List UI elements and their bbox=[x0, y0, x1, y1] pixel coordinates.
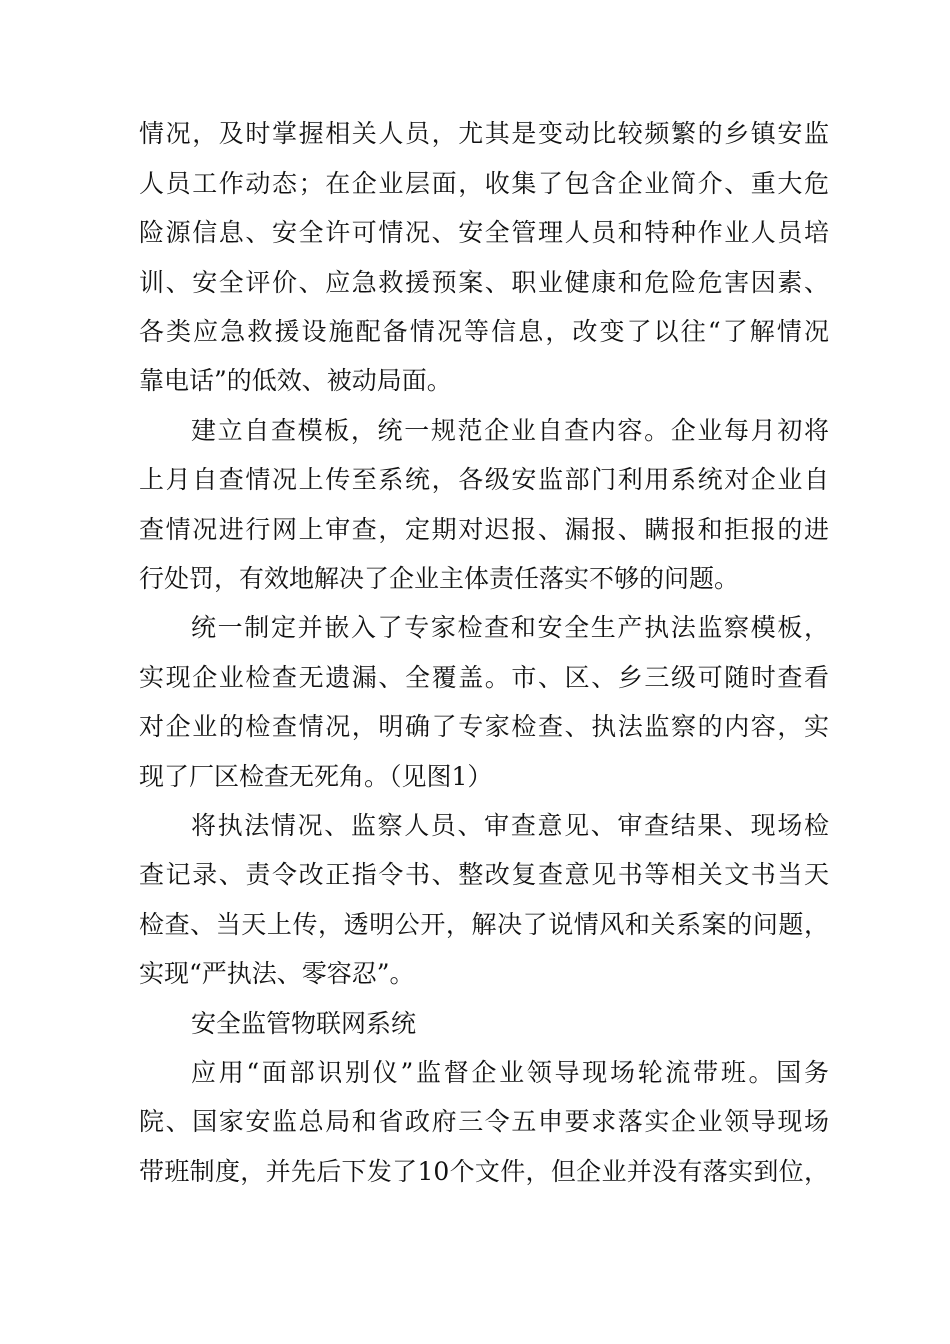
text-line-16: 查记录、责令改正指令书、整改复查意见书等相关文书当天 bbox=[139, 860, 829, 889]
text-line-5: 各类应急救援设施配备情况等信息，改变了以往“了解情况 bbox=[139, 317, 829, 346]
text-line-8: 上月自查情况上传至系统，各级安监部门利用系统对企业自 bbox=[139, 465, 829, 494]
text-line-13: 对企业的检查情况，明确了专家检查、执法监察的内容，实 bbox=[139, 712, 829, 741]
text-line-22: 带班制度，并先后下发了10个文件，但企业并没有落实到位， bbox=[139, 1157, 829, 1186]
text-line-11: 统一制定并嵌入了专家检查和安全生产执法监察模板， bbox=[191, 613, 829, 642]
text-line-18: 实现“严执法、零容忍”。 bbox=[139, 959, 415, 988]
text-line-12: 实现企业检查无遗漏、全覆盖。市、区、乡三级可随时查看 bbox=[139, 663, 829, 692]
text-line-10: 行处罚，有效地解决了企业主体责任落实不够的问题。 bbox=[139, 564, 740, 593]
text-line-3: 险源信息、安全许可情况、安全管理人员和特种作业人员培 bbox=[139, 218, 829, 247]
text-line-9: 查情况进行网上审查，定期对迟报、漏报、瞒报和拒报的进 bbox=[139, 515, 829, 544]
section-heading: 安全监管物联网系统 bbox=[191, 1009, 417, 1038]
text-line-20: 应用“面部识别仪”监督企业领导现场轮流带班。国务 bbox=[191, 1058, 829, 1087]
text-line-4: 训、安全评价、应急救援预案、职业健康和危险危害因素、 bbox=[139, 268, 829, 297]
text-line-1: 情况，及时掌握相关人员，尤其是变动比较频繁的乡镇安监 bbox=[139, 119, 829, 148]
text-line-14: 现了厂区检查无死角。（见图1） bbox=[139, 762, 493, 791]
text-line-7: 建立自查模板，统一规范企业自查内容。企业每月初将 bbox=[191, 416, 829, 445]
text-line-15: 将执法情况、监察人员、审查意见、审查结果、现场检 bbox=[191, 811, 829, 840]
text-line-17: 检查、当天上传，透明公开，解决了说情风和关系案的问题， bbox=[139, 910, 829, 939]
text-line-2: 人员工作动态；在企业层面，收集了包含企业简介、重大危 bbox=[139, 169, 829, 198]
text-line-6: 靠电话”的低效、被动局面。 bbox=[139, 366, 452, 395]
text-line-21: 院、国家安监总局和省政府三令五申要求落实企业领导现场 bbox=[139, 1107, 829, 1136]
